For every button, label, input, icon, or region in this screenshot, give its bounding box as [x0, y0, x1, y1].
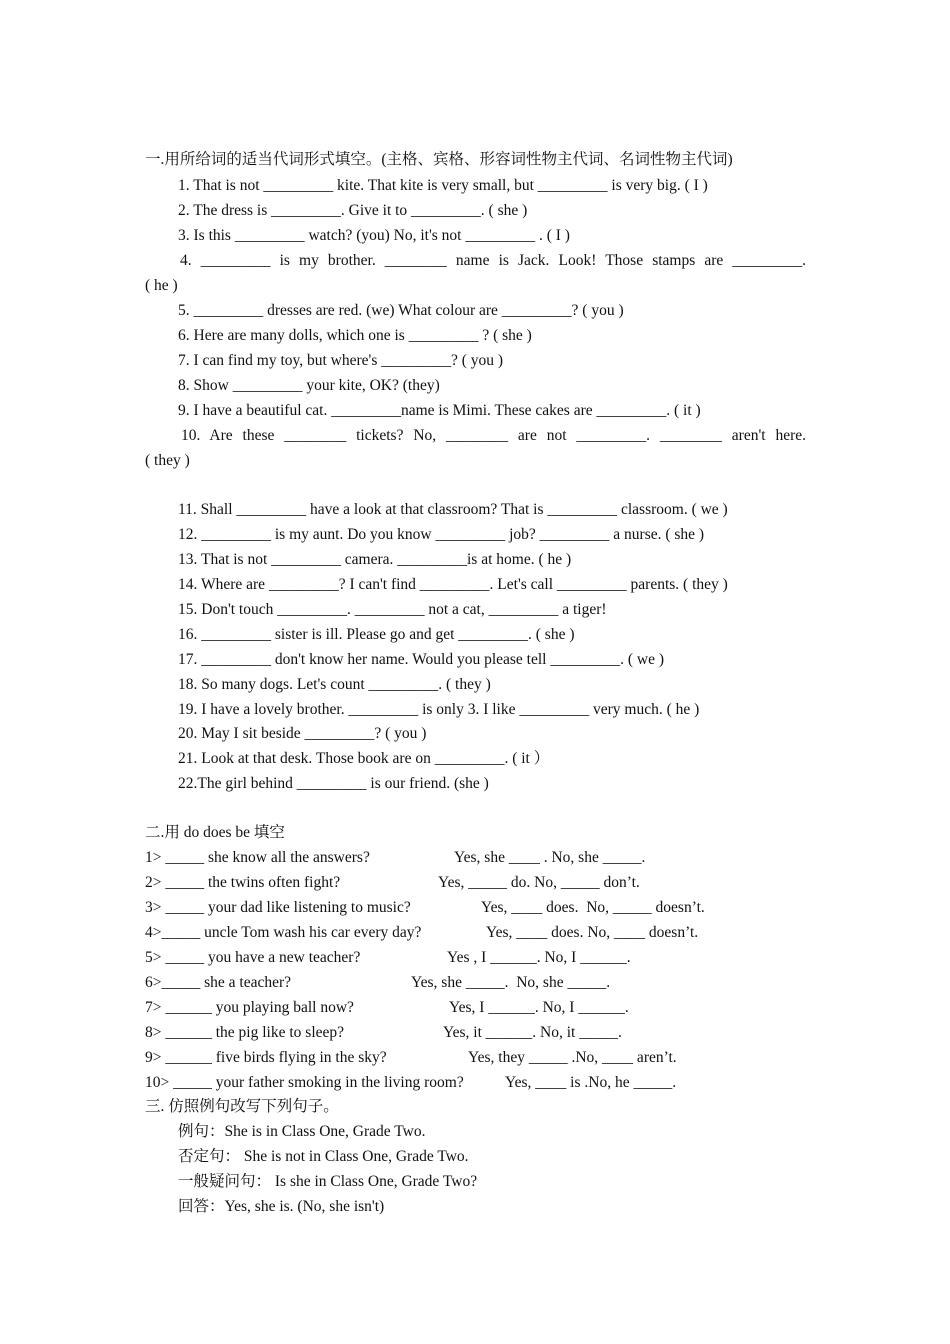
- question-5: 5. _________ dresses are red. (we) What colour are _________? ( you ): [178, 302, 624, 319]
- question-1: 1. That is not _________ kite. That kite is very small, but _________ is very big. ( I ): [178, 177, 708, 194]
- question-19: 19. I have a lovely brother. _________ is only 3. I like _________ very much. ( he ): [178, 701, 700, 718]
- general-question: 一般疑问句： Is she in Class One, Grade Two?: [178, 1173, 478, 1190]
- question-4: 4. _________ is my brother. ________ name is Jack. Look! Those stamps are _________.: [180, 252, 806, 269]
- question-17: 17. _________ don't know her name. Would you please tell _________. ( we ): [178, 651, 664, 668]
- section2-heading: 二.用 do does be 填空: [145, 824, 285, 841]
- question-16: 16. _________ sister is ill. Please go and get _________. ( she ): [178, 626, 575, 643]
- answer-sentence: 回答：Yes, she is. (No, she isn't): [178, 1198, 385, 1215]
- question-10-hint: ( they ): [145, 452, 190, 469]
- question-11: 11. Shall _________ have a look at that classroom? That is _________ classroom. ( we ): [178, 501, 728, 518]
- do-question-9: 9> ______ five birds flying in the sky?: [145, 1049, 387, 1066]
- section1-heading: 一.用所给词的适当代词形式填空。(主格、宾格、形容词性物主代词、名词性物主代词): [145, 151, 733, 168]
- question-3: 3. Is this _________ watch? (you) No, it's not _________ . ( I ): [178, 227, 570, 244]
- example-sentence: 例句：She is in Class One, Grade Two.: [178, 1123, 426, 1140]
- do-answer-6: Yes, she _____. No, she _____.: [411, 974, 611, 991]
- do-question-7: 7> ______ you playing ball now?: [145, 999, 354, 1016]
- question-7: 7. I can find my toy, but where's _________? ( you ): [178, 352, 504, 369]
- do-answer-4: Yes, ____ does. No, ____ doesn’t.: [486, 924, 699, 941]
- negative-sentence: 否定句： She is not in Class One, Grade Two.: [178, 1148, 469, 1165]
- question-2: 2. The dress is _________. Give it to _________. ( she ): [178, 202, 528, 219]
- do-answer-5: Yes , I ______. No, I ______.: [447, 949, 631, 966]
- question-4-hint: ( he ): [145, 277, 178, 294]
- do-answer-7: Yes, I ______. No, I ______.: [449, 999, 629, 1016]
- question-15: 15. Don't touch _________. _________ not a cat, _________ a tiger!: [178, 601, 607, 618]
- do-question-3: 3> _____ your dad like listening to music?: [145, 899, 411, 916]
- do-question-2: 2> _____ the twins often fight?: [145, 874, 341, 891]
- do-question-8: 8> ______ the pig like to sleep?: [145, 1024, 345, 1041]
- do-question-10: 10> _____ your father smoking in the living room?: [145, 1074, 464, 1091]
- question-6: 6. Here are many dolls, which one is _________ ? ( she ): [178, 327, 532, 344]
- do-answer-1: Yes, she ____ . No, she _____.: [454, 849, 646, 866]
- question-12: 12. _________ is my aunt. Do you know _________ job? _________ a nurse. ( she ): [178, 526, 705, 543]
- do-question-4: 4>_____ uncle Tom wash his car every day?: [145, 924, 422, 941]
- question-21: 21. Look at that desk. Those book are on _________. ( it ）: [178, 750, 550, 767]
- question-20: 20. May I sit beside _________? ( you ): [178, 725, 427, 742]
- question-22: 22.The girl behind _________ is our friend. (she ): [178, 775, 489, 792]
- do-answer-10: Yes, ____ is .No, he _____.: [505, 1074, 677, 1091]
- question-8: 8. Show _________ your kite, OK? (they): [178, 377, 440, 394]
- question-13: 13. That is not _________ camera. _________is at home. ( he ): [178, 551, 572, 568]
- do-answer-9: Yes, they _____ .No, ____ aren’t.: [468, 1049, 677, 1066]
- do-question-1: 1> _____ she know all the answers?: [145, 849, 370, 866]
- do-question-5: 5> _____ you have a new teacher?: [145, 949, 361, 966]
- question-9: 9. I have a beautiful cat. _________name is Mimi. These cakes are _________. ( it ): [178, 402, 701, 419]
- do-answer-2: Yes, _____ do. No, _____ don’t.: [438, 874, 640, 891]
- question-14: 14. Where are _________? I can't find _________. Let's call _________ parents. ( they ): [178, 576, 728, 593]
- section3-heading: 三. 仿照例句改写下列句子。: [145, 1098, 339, 1115]
- do-answer-3: Yes, ____ does. No, _____ doesn’t.: [481, 899, 705, 916]
- question-18: 18. So many dogs. Let's count _________. ( they ): [178, 676, 491, 693]
- do-question-6: 6>_____ she a teacher?: [145, 974, 292, 991]
- do-answer-8: Yes, it ______. No, it _____.: [443, 1024, 622, 1041]
- question-10: 10. Are these ________ tickets? No, ________ are not _________. ________ aren't here.: [181, 427, 806, 444]
